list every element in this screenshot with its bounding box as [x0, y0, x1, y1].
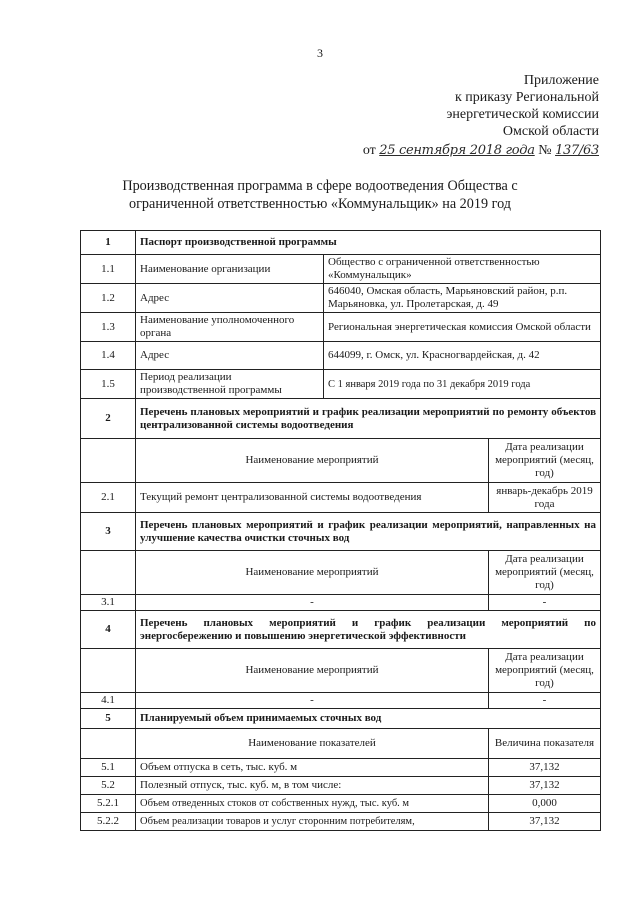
table-row [81, 595, 601, 611]
section-header-row [81, 399, 601, 439]
column-header-date: Дата реализации мероприятий (месяц, год) [489, 551, 601, 595]
table-row [81, 255, 601, 284]
column-header-date: Дата реализации мероприятий (месяц, год) [489, 649, 601, 693]
row-number: 3.1 [81, 595, 136, 611]
production-program-table [80, 230, 601, 831]
section-header-row [81, 513, 601, 551]
row-number: 1.2 [81, 284, 136, 313]
row-date: январь-декабрь 2019 года [489, 483, 601, 513]
table-row [81, 813, 601, 831]
row-label: Наименование организации [136, 255, 324, 284]
empty-cell [81, 439, 136, 483]
section-number: 3 [81, 513, 136, 551]
row-value: С 1 января 2019 года по 31 декабря 2019 года [324, 370, 601, 399]
column-header-name: Наименование мероприятий [136, 649, 489, 693]
appendix-line: Приложение [523, 73, 599, 88]
section-header-row [81, 231, 601, 255]
row-label: Адрес [136, 342, 324, 370]
table-row [81, 795, 601, 813]
table-row [81, 693, 601, 709]
table-row [81, 759, 601, 777]
section-title: Паспорт производственной программы [136, 231, 601, 255]
row-name: - [136, 693, 489, 709]
row-number: 1.3 [81, 313, 136, 342]
table-row [81, 777, 601, 795]
row-date: - [489, 595, 601, 611]
column-header-name: Наименование мероприятий [136, 551, 489, 595]
empty-cell [81, 551, 136, 595]
column-header-name: Наименование мероприятий [136, 439, 489, 483]
table-row [81, 370, 601, 399]
section-title: Перечень плановых мероприятий и график реализации мероприятий по энергосбережению и повышению энергетической эффективности [136, 611, 601, 649]
row-value: 644099, г. Омск, ул. Красногвардейская, д. 42 [324, 342, 601, 370]
handwritten-date: 25 сентября 2018 года [379, 143, 535, 158]
section-number: 5 [81, 709, 136, 729]
row-label: Адрес [136, 284, 324, 313]
row-number: 5.2.1 [81, 795, 136, 813]
row-name: Текущий ремонт централизованной системы водоотведения [136, 483, 489, 513]
column-header-value: Величина показателя [489, 729, 601, 759]
row-value: 0,000 [489, 795, 601, 813]
column-header-name: Наименование показателей [136, 729, 489, 759]
column-header-row [81, 649, 601, 693]
section-number: 1 [81, 231, 136, 255]
row-number: 1.1 [81, 255, 136, 284]
section-number: 2 [81, 399, 136, 439]
appendix-line: энергетической комиссии [446, 107, 599, 122]
empty-cell [81, 729, 136, 759]
document-title [80, 177, 560, 213]
row-name: Объем отпуска в сеть, тыс. куб. м [136, 759, 489, 777]
section-title: Перечень плановых мероприятий и график реализации мероприятий, направленных на улучшение качества очистки сточных вод [136, 513, 601, 551]
table-row [81, 313, 601, 342]
appendix-line: к приказу Региональной [454, 90, 599, 105]
row-name: Объем отведенных стоков от собственных нужд, тыс. куб. м [136, 795, 489, 813]
row-number: 5.2.2 [81, 813, 136, 831]
row-value: Общество с ограниченной ответственностью «Коммунальщик» [324, 255, 601, 284]
table-row [81, 483, 601, 513]
row-value: 37,132 [489, 813, 601, 831]
table-row [81, 342, 601, 370]
row-label: Наименование уполномоченного органа [136, 313, 324, 342]
appendix-line: Омской области [502, 124, 599, 139]
order-date-number [363, 143, 599, 159]
section-header-row [81, 709, 601, 729]
section-title: Перечень плановых мероприятий и график реализации мероприятий по ремонту объектов централизованной системы водоотведения [136, 399, 601, 439]
section-number: 4 [81, 611, 136, 649]
title-line: Производственная программа в сфере водоотведения Общества с [122, 178, 518, 194]
empty-cell [81, 649, 136, 693]
column-header-row [81, 729, 601, 759]
row-number: 1.4 [81, 342, 136, 370]
row-value: 646040, Омская область, Марьяновский район, р.п. Марьяновка, ул. Пролетарская, д. 49 [324, 284, 601, 313]
handwritten-number: 137/63 [555, 143, 599, 158]
column-header-date: Дата реализации мероприятий (месяц, год) [489, 439, 601, 483]
row-value: 37,132 [489, 759, 601, 777]
order-number-sign: № [538, 143, 552, 158]
column-header-row [81, 551, 601, 595]
row-label: Период реализации производственной программы [136, 370, 324, 399]
order-prefix: от [362, 143, 376, 158]
page-number: 3 [317, 46, 323, 60]
row-number: 4.1 [81, 693, 136, 709]
row-value: Региональная энергетическая комиссия Омской области [324, 313, 601, 342]
row-name: Объем реализации товаров и услуг сторонним потребителям, [136, 813, 489, 831]
row-number: 5.1 [81, 759, 136, 777]
column-header-row [81, 439, 601, 483]
section-title: Планируемый объем принимаемых сточных вод [136, 709, 601, 729]
row-name: - [136, 595, 489, 611]
table-row [81, 284, 601, 313]
row-date: - [489, 693, 601, 709]
section-header-row [81, 611, 601, 649]
row-number: 2.1 [81, 483, 136, 513]
appendix-block [446, 72, 599, 140]
title-line: ограниченной ответственностью «Коммунальщик» на 2019 год [129, 196, 511, 212]
row-value: 37,132 [489, 777, 601, 795]
row-name: Полезный отпуск, тыс. куб. м, в том числе: [136, 777, 489, 795]
row-number: 1.5 [81, 370, 136, 399]
row-number: 5.2 [81, 777, 136, 795]
